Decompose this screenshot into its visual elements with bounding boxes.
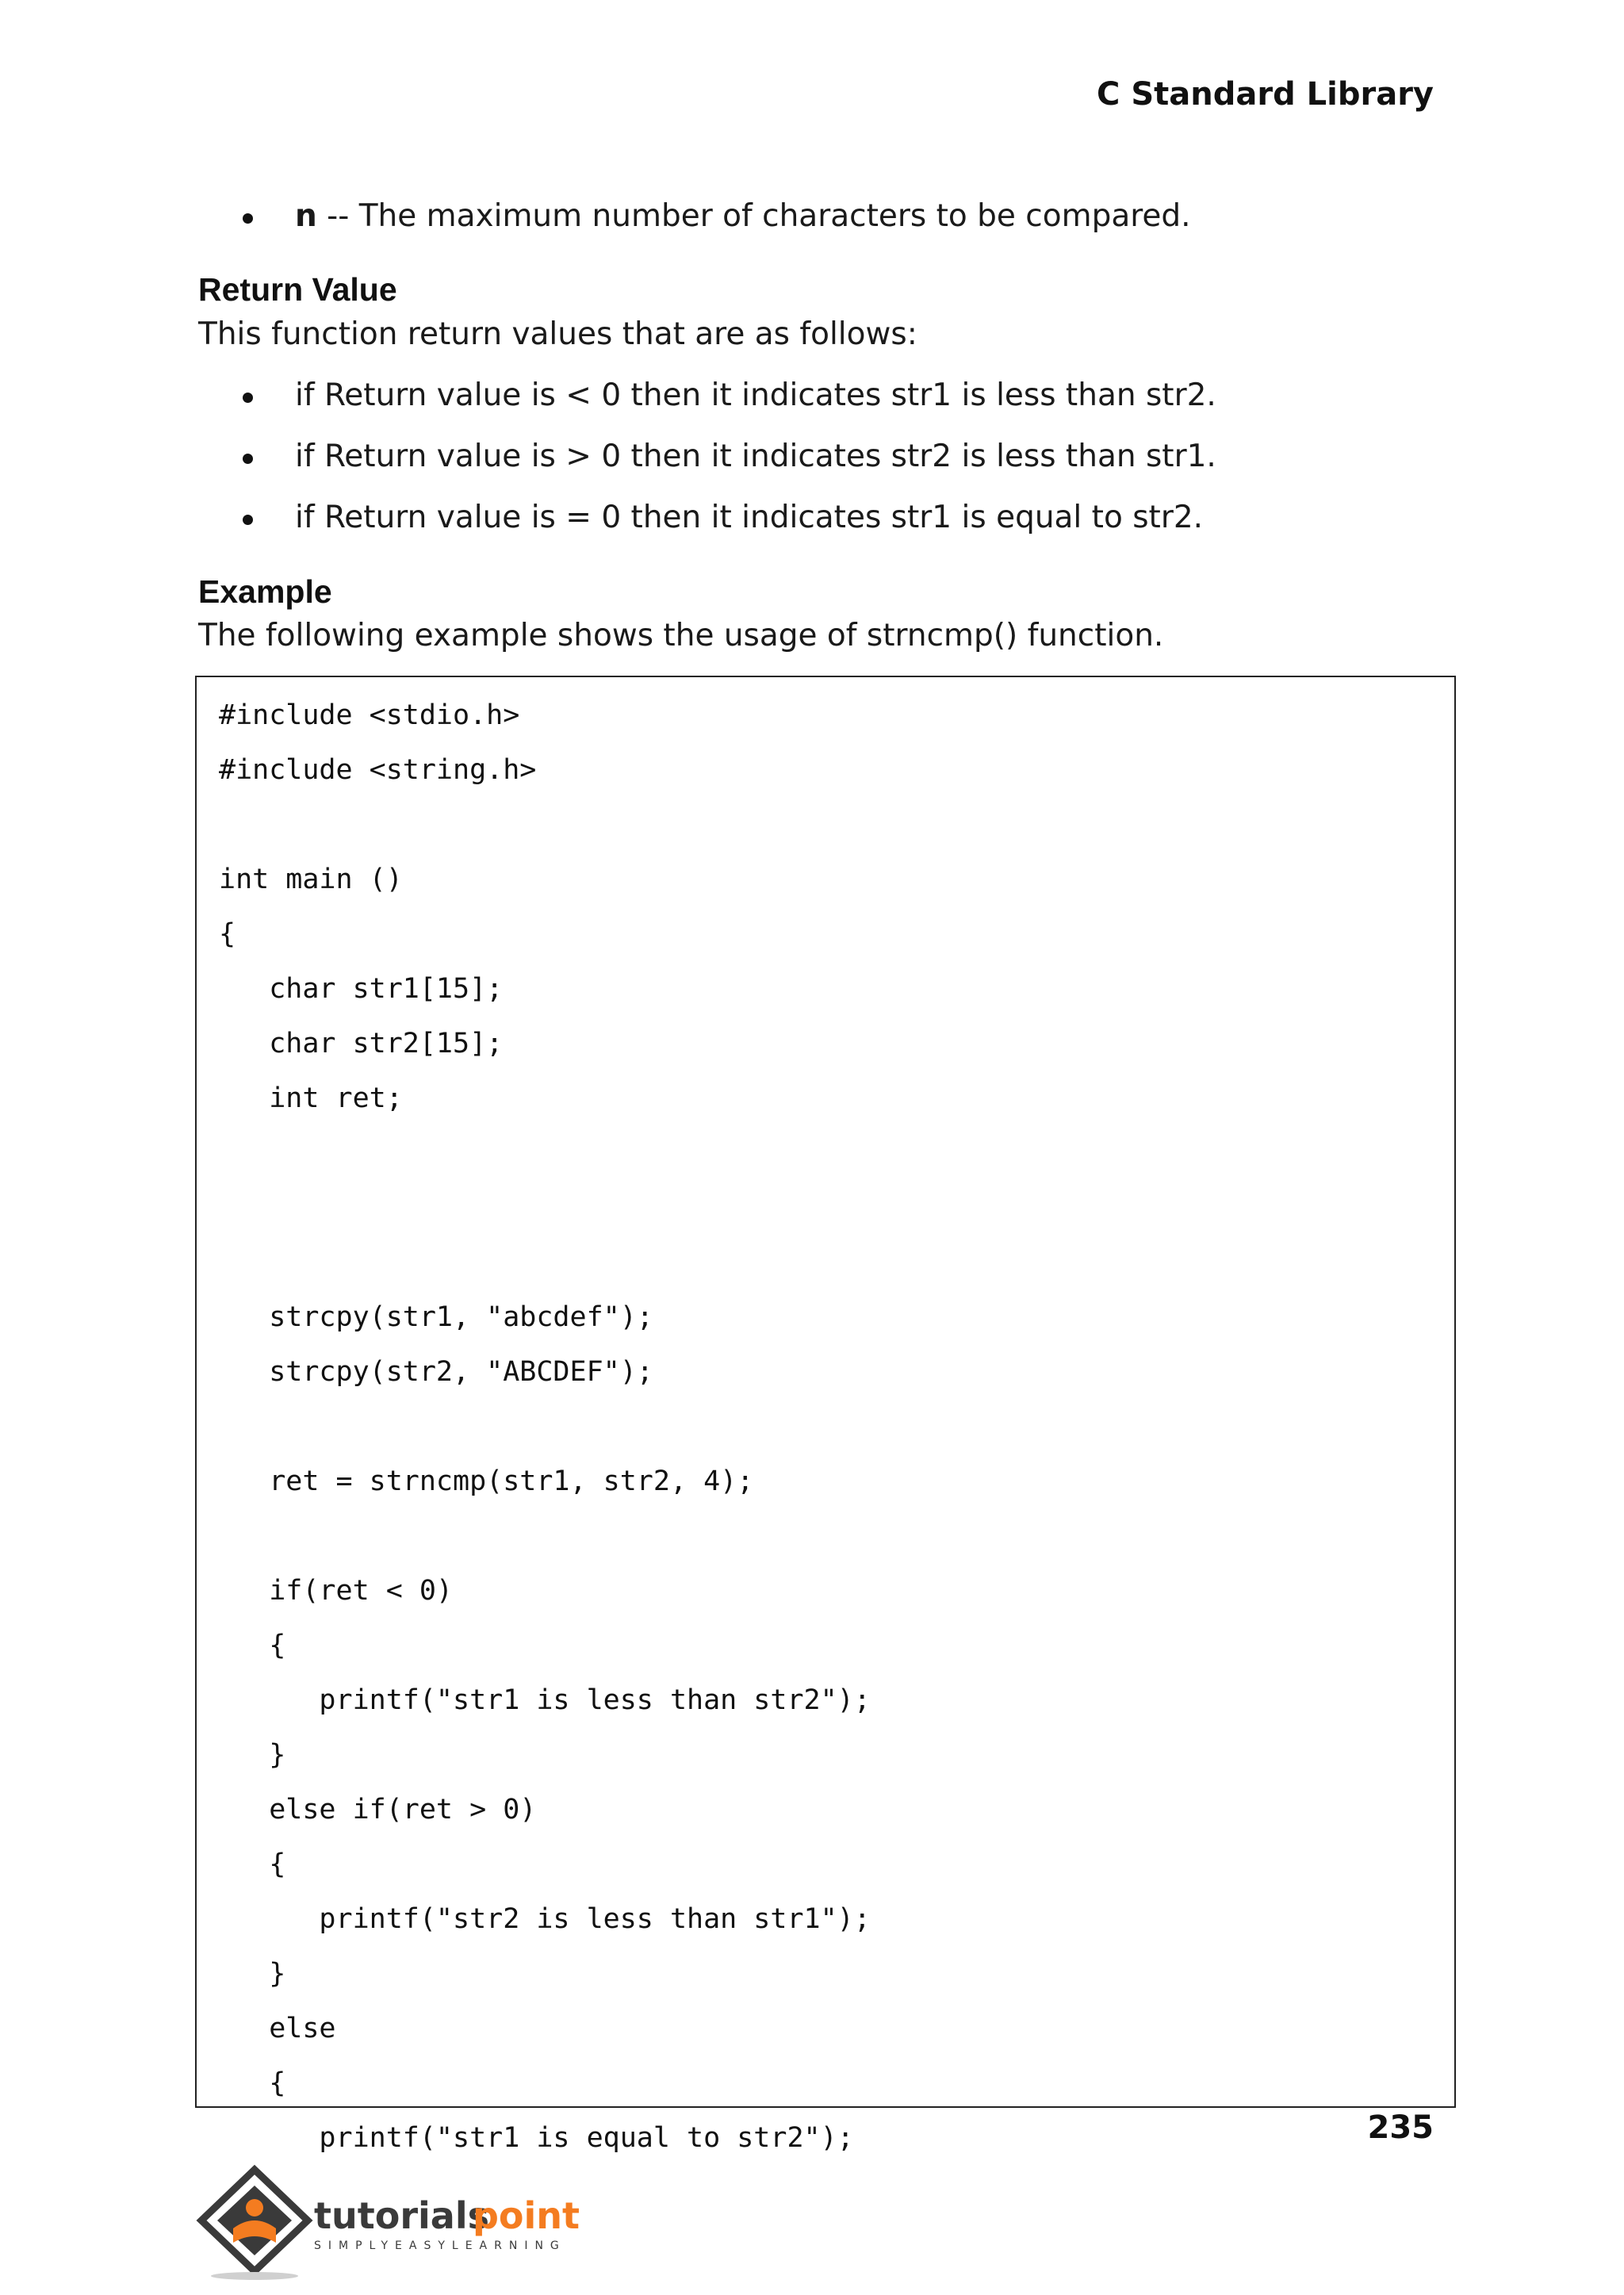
code-line: int ret; xyxy=(219,1082,403,1114)
return-value-heading: Return Value xyxy=(198,271,397,308)
code-line: char str1[15]; xyxy=(219,973,504,1005)
code-line: { xyxy=(219,1630,286,1661)
return-value-item-text: if Return value is > 0 then it indicates str2 is less than str1. xyxy=(295,439,1216,474)
logo-mark-icon xyxy=(201,2170,308,2280)
code-line: { xyxy=(219,918,236,950)
code-line: else xyxy=(219,2013,336,2044)
logo-tagline: SIMPLYEASYLEARNING xyxy=(314,2239,566,2252)
parameter-description: -- The maximum number of characters to be compared. xyxy=(316,198,1191,234)
page-number: 235 xyxy=(1367,2109,1434,2146)
code-line: if(ret < 0) xyxy=(219,1575,454,1607)
return-value-intro: This function return values that are as follows: xyxy=(198,316,917,352)
code-line: } xyxy=(219,1958,286,1990)
return-value-list xyxy=(243,377,1216,560)
bullet-icon xyxy=(243,454,253,464)
return-value-item xyxy=(243,499,1216,537)
return-value-item xyxy=(243,377,1216,415)
running-header: C Standard Library xyxy=(1097,76,1434,113)
code-line: #include <stdio.h> xyxy=(219,699,520,731)
code-line: ret = strncmp(str1, str2, 4); xyxy=(219,1466,754,1497)
code-line: { xyxy=(219,2067,286,2099)
return-value-item xyxy=(243,438,1216,476)
code-line: char str2[15]; xyxy=(219,1028,504,1059)
return-value-item-text: if Return value is < 0 then it indicates str1 is less than str2. xyxy=(295,377,1216,413)
code-line: printf("str1 is less than str2"); xyxy=(219,1684,871,1716)
code-line: strcpy(str2, "ABCDEF"); xyxy=(219,1356,653,1388)
tutorialspoint-logo xyxy=(195,2163,607,2282)
code-line: #include <string.h> xyxy=(219,754,537,786)
code-line: strcpy(str1, "abcdef"); xyxy=(219,1301,653,1333)
example-heading: Example xyxy=(198,573,332,610)
code-line: int main () xyxy=(219,864,403,895)
return-value-item-text: if Return value is = 0 then it indicates str1 is equal to str2. xyxy=(295,500,1204,535)
parameter-item xyxy=(243,197,1191,236)
bullet-icon xyxy=(243,213,253,224)
code-line: printf("str1 is equal to str2"); xyxy=(219,2122,854,2154)
bullet-icon xyxy=(243,393,253,403)
bullet-icon xyxy=(243,515,253,525)
code-line: } xyxy=(219,1739,286,1771)
parameter-list xyxy=(243,197,1191,236)
parameter-name: n xyxy=(295,198,317,234)
code-line: printf("str2 is less than str1"); xyxy=(219,1903,871,1935)
code-line: { xyxy=(219,1849,286,1880)
code-line: else if(ret > 0) xyxy=(219,1794,537,1826)
example-intro: The following example shows the usage of strncmp() function. xyxy=(198,618,1164,653)
logo-brand-text-2: point xyxy=(473,2194,580,2237)
logo-brand-text-1: tutorials xyxy=(314,2194,489,2237)
